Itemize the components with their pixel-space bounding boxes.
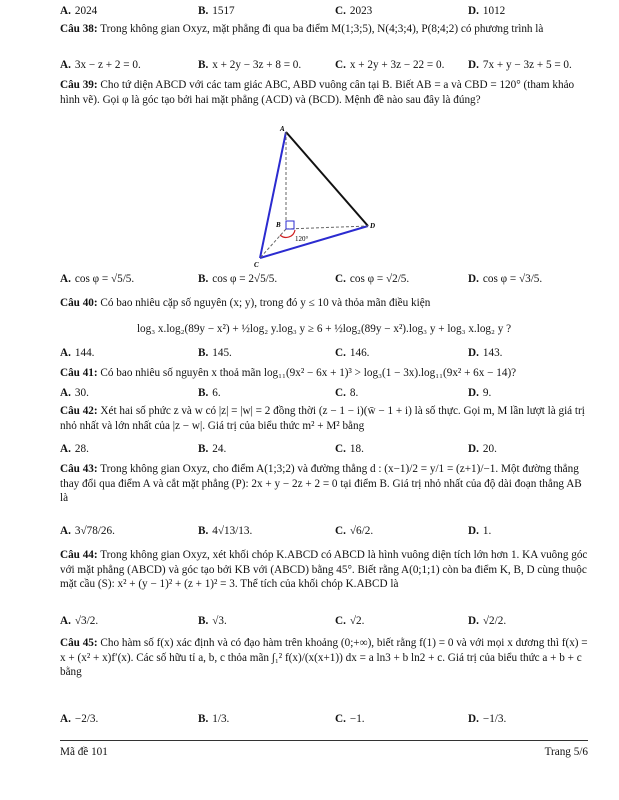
- edge-cd: [260, 226, 368, 258]
- q40-option-b: B. 145.: [198, 347, 232, 359]
- q41-option-b: B. 6.: [198, 387, 221, 399]
- q45-answers: [60, 712, 588, 727]
- q40-formula: log₃ x.log₂(89y − x²) + ½log₂ y.log₃ y ≥ 6 + ½log₂(89y − x²).log₃ y + log₃ x.log₂ y ?: [136, 323, 512, 335]
- edge-ac: [260, 132, 286, 258]
- q45-text: Câu 45: Cho hàm số f(x) xác định và có đạo hàm trên khoảng (0;+∞), biết rằng f(1) = 0 và với mọi x dương thì f(x) = x + (x² + x)f′(x). Các số hữu tỉ a, b, c thỏa mãn ∫₁² f(x)/(x(x+1)) dx = a ln3 + b ln2 + c. Giá trị của biểu thức a + b + c bằng: [60, 637, 588, 679]
- q37-option-d: D. 1012: [468, 5, 506, 17]
- q43-option-d: D. 1.: [468, 525, 492, 537]
- q44-option-b: B. √3.: [198, 615, 227, 627]
- q42-option-d: D. 20.: [468, 443, 497, 455]
- label-d: D: [370, 222, 376, 230]
- q39-text: Câu 39: Cho tứ diện ABCD với các tam giác ABC, ABD vuông cân tại B. Biết AB = a và CBD = 120° (tham khảo hình vẽ). Gọi φ là góc tạo bởi hai mặt phẳng (ACD) và (BCD). Mệnh đề nào sau đây là đúng?: [60, 79, 575, 106]
- label-a: A: [280, 125, 285, 133]
- q42-option-b: B. 24.: [198, 443, 227, 455]
- q41-option-c: C. 8.: [335, 387, 359, 399]
- q38-option-b: B. x + 2y − 3z + 8 = 0.: [198, 59, 302, 71]
- q44-text: Câu 44: Trong không gian Oxyz, xét khối chóp K.ABCD có ABCD là hình vuông diện tích lớn hơn 1. KA vuông góc với mặt phẳng (ABCD) và góc tạo bởi KB với (ABCD) bằng 45°. Biết rằng A(0;1;1) còn ba điểm K, B, D cùng thuộc mặt cầu (S): x² + (y − 1)² + (z + 1)² = 3. Thể tích của khối chóp K.ABCD là: [60, 549, 588, 591]
- q37-option-a: A. 2024: [60, 5, 98, 17]
- q43-option-b: B. 4√13/13.: [198, 525, 253, 537]
- q38-option-d: D. 7x + y − 3z + 5 = 0.: [468, 59, 572, 71]
- edge-ad: [286, 132, 368, 226]
- q39-option-a: A. cos φ = √5/5.: [60, 273, 135, 285]
- q45-option-c: C. −1.: [335, 713, 365, 725]
- q40-option-a: A. 144.: [60, 347, 95, 359]
- exam-code: Mã đề 101: [60, 746, 108, 758]
- q44-answers: [60, 614, 588, 629]
- q43-answers: [60, 524, 588, 539]
- q44-option-d: D. √2/2.: [468, 615, 507, 627]
- footer-divider: [60, 740, 588, 741]
- q44-option-c: C. √2.: [335, 615, 365, 627]
- q42-option-a: A. 28.: [60, 443, 89, 455]
- q38-option-c: C. x + 2y + 3z − 22 = 0.: [335, 59, 445, 71]
- right-angle-mark: [286, 221, 294, 229]
- q39-answers: [60, 272, 588, 287]
- q40-answers: [60, 346, 588, 361]
- q45-option-b: B. 1/3.: [198, 713, 230, 725]
- q39-option-d: D. cos φ = √3/5.: [468, 273, 543, 285]
- q39-option-b: B. cos φ = 2√5/5.: [198, 273, 278, 285]
- q40-option-d: D. 143.: [468, 347, 503, 359]
- edge-bd: [286, 226, 368, 229]
- q43-text: Câu 43: Trong không gian Oxyz, cho điểm A(1;3;2) và đường thẳng d : (x−1)/2 = y/1 = (z+1)/−1. Một đường thẳng thay đổi qua điểm A và cắt mặt phẳng (P): 2x + y − 2z + 2 = 0 tại điểm B. Giá trị nhỏ nhất của độ dài đoạn thẳng AB là: [60, 463, 582, 505]
- q44-option-a: A. √3/2.: [60, 615, 99, 627]
- q45-option-d: D. −1/3.: [468, 713, 507, 725]
- q37-option-b: B. 1517: [198, 5, 235, 17]
- q41-answers: [60, 386, 588, 401]
- q38-text: Câu 38: Trong không gian Oxyz, mặt phẳng đi qua ba điểm M(1;3;5), N(4;3;4), P(8;4;2) có phương trình là: [60, 23, 544, 35]
- angle-label: 120°: [295, 235, 309, 243]
- tetrahedron-figure: [240, 124, 390, 269]
- q43-option-a: A. 3√78/26.: [60, 525, 115, 537]
- label-b: B: [276, 221, 281, 229]
- q43-option-c: C. √6/2.: [335, 525, 374, 537]
- q38-option-a: A. 3x − z + 2 = 0.: [60, 59, 141, 71]
- q40-option-c: C. 146.: [335, 347, 370, 359]
- q37-option-c: C. 2023: [335, 5, 373, 17]
- q42-answers: [60, 442, 588, 457]
- q42-option-c: C. 18.: [335, 443, 364, 455]
- page-number: Trang 5/6: [544, 746, 588, 758]
- q41-text: Câu 41: Có bao nhiêu số nguyên x thoả mãn log₁₁(9x² − 6x + 1)³ > log₃(1 − 3x).log₁₁(9x² + 6x − 14)?: [60, 367, 517, 379]
- q38-answers: [60, 58, 588, 73]
- q42-text: Câu 42: Xét hai số phức z và w có |z| = |w| = 2 đồng thời (z − 1 − i)(w̄ − 1 + i) là số thực. Gọi m, M lần lượt là giá trị nhỏ nhất và lớn nhất của |z − w|. Giá trị của biểu thức m² + M² bằng: [60, 405, 585, 432]
- q45-option-a: A. −2/3.: [60, 713, 99, 725]
- q40-text: Câu 40: Có bao nhiêu cặp số nguyên (x; y), trong đó y ≤ 10 và thỏa mãn điều kiện: [60, 297, 431, 309]
- label-c: C: [254, 261, 259, 269]
- q41-option-d: D. 9.: [468, 387, 492, 399]
- q39-option-c: C. cos φ = √2/5.: [335, 273, 410, 285]
- q41-option-a: A. 30.: [60, 387, 89, 399]
- q37-answers: [60, 4, 588, 19]
